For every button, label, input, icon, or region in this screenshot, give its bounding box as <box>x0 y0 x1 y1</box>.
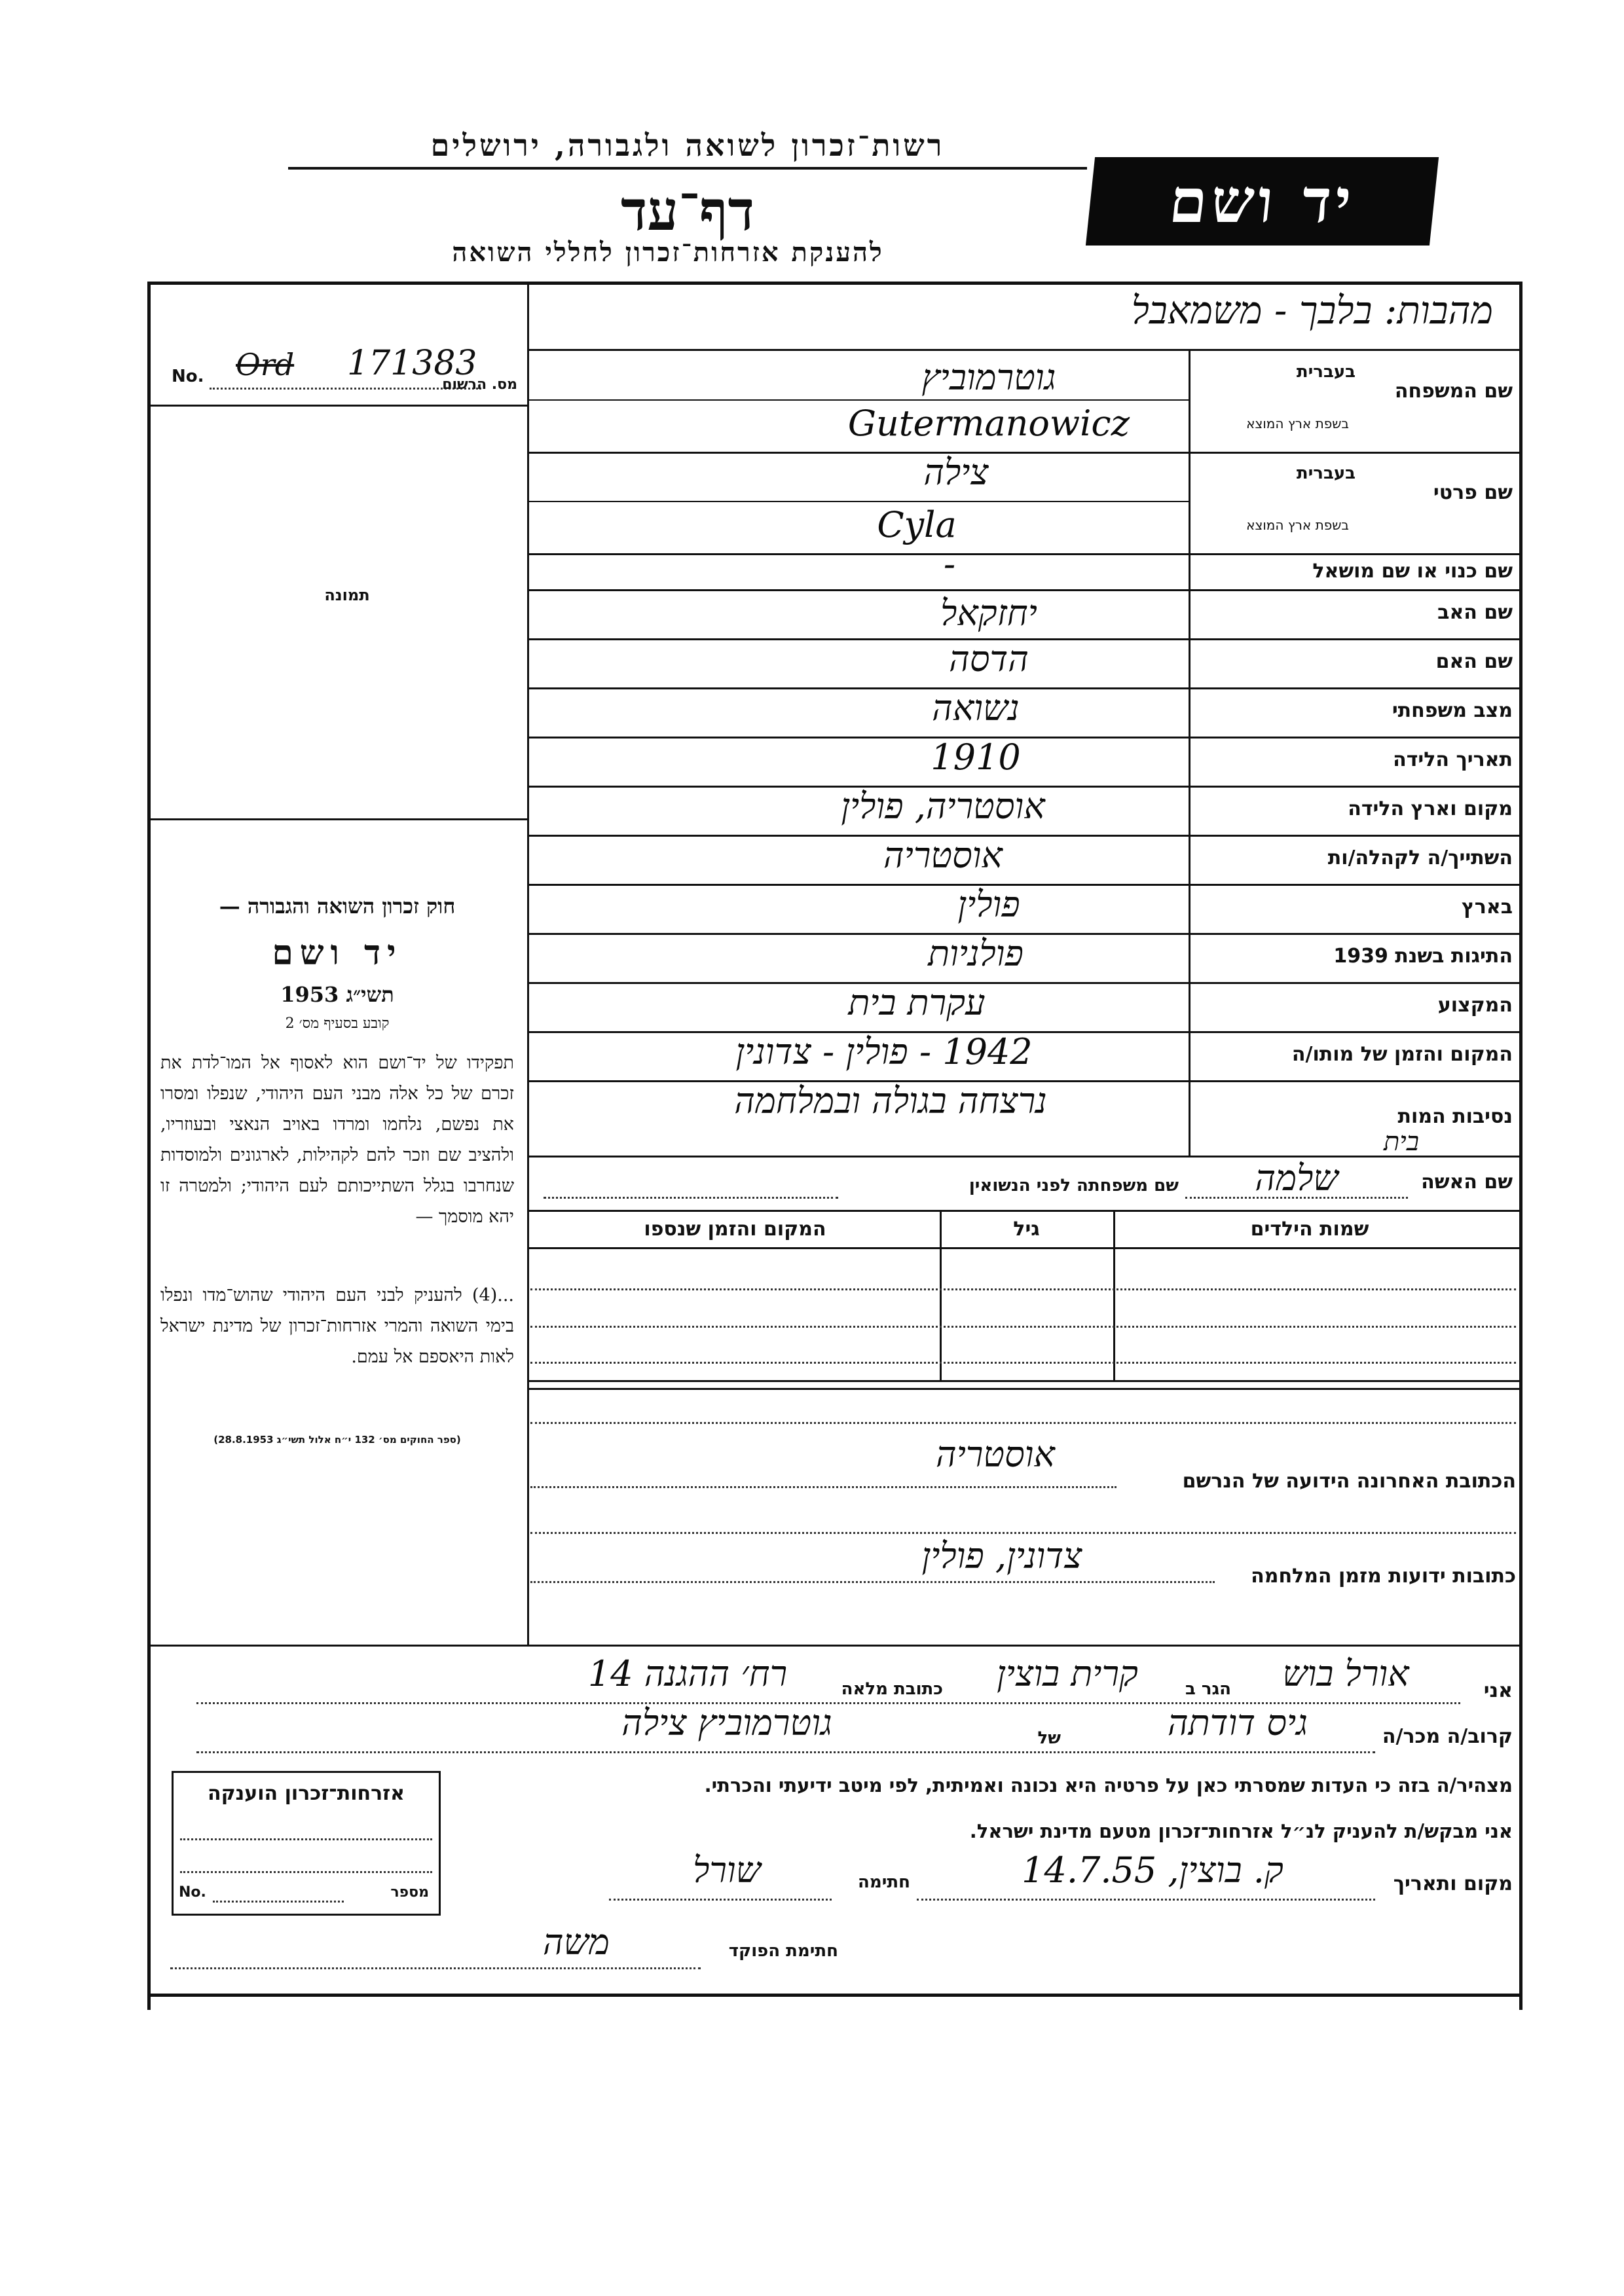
value-mother: הדסה <box>949 638 1029 680</box>
field-label: שם פרטי <box>1433 481 1513 504</box>
wife-note: בית <box>1383 1127 1420 1157</box>
extra-dotted-line <box>530 1422 1516 1424</box>
wife-name: שלמה <box>1255 1157 1338 1199</box>
relative-value: גיס דודתה <box>1168 1702 1308 1743</box>
citizenship-number-line <box>213 1901 344 1903</box>
top-note-divider <box>527 349 1521 351</box>
registry-heb-label: מס. הרשום <box>442 376 517 393</box>
law-reference: (ספר החוקים מס׳ 132 י״ח אלול תשי״ג 28.8.1953) <box>213 1434 461 1446</box>
children-header-age: גיל <box>1013 1218 1040 1241</box>
declaration-address-label: כתובת מלאה <box>841 1679 943 1699</box>
clerk-dotted-line <box>170 1967 701 1969</box>
children-bottom-divider <box>527 1380 1521 1382</box>
last-address-dotted-line <box>530 1486 1116 1488</box>
last-address-value: אוסטריה <box>936 1434 1055 1475</box>
registry-no-label: No. <box>172 367 204 386</box>
citizenship-number-label: מספר <box>390 1884 429 1901</box>
frame-top <box>147 282 1522 285</box>
law-text-1: תפקידו של יד־ושם הוא לאסוף אל המו־לדת את זכרם של כל אלה מבני העם היהודי, שנפלו ומסרו את נפשם, נלחמו ומרדו באויב הנאצי ובעוזריו, ולהציב שם וזכר להם לקהילות, לארגונים ולמוסדות שנחרבו בגלל השתייכותם לעם היהודי; ולמטרה זו יהא מוסמך — <box>160 1053 514 1227</box>
field-divider <box>527 589 1521 591</box>
signature-dotted-line <box>609 1899 832 1901</box>
declaration-request: אני מבקש/ת להעניק לנ״ל אזרחות־זכרון מטעם מדינת ישראל. <box>969 1820 1513 1842</box>
field-label: נסיבות המות <box>1397 1104 1513 1128</box>
signature-label: חתימה <box>858 1872 910 1892</box>
war-address-dotted-line <box>530 1581 1215 1583</box>
law-year: תשי״ג 1953 <box>280 982 394 1007</box>
value-birth-date: 1910 <box>931 737 1021 778</box>
maiden-dotted-line <box>544 1197 838 1199</box>
frame-bottom <box>147 1994 1522 1997</box>
law-title: חוק זכרון השואה והגבורה — <box>219 894 456 919</box>
children-bottom-divider-2 <box>527 1388 1521 1390</box>
address-bottom-divider <box>149 1645 1521 1647</box>
wife-label: שם האשה <box>1421 1171 1513 1194</box>
registry-number: 171383 <box>347 344 477 383</box>
declaration-line-2 <box>196 1751 1375 1753</box>
place-date-dotted-line <box>917 1899 1375 1901</box>
declaration-statement: מצהיר/ה בזה כי העדות שמסרתי כאן על פרטיה היא נכונה ואמיתית, לפי מיטב ידיעתי והכרתי. <box>704 1774 1513 1796</box>
table-row <box>530 1326 1516 1328</box>
value-nickname: - <box>943 543 956 585</box>
clerk-signature-label: חתימת הפוקד <box>728 1941 838 1961</box>
clerk-signature-value: משה <box>543 1922 610 1963</box>
logo-text: יד ושם <box>1166 166 1359 236</box>
value-profession: עקרת בית <box>848 982 986 1023</box>
value-circumstances: נרצחה בגולה ובמלחמה <box>734 1080 1047 1121</box>
value-marital: נשואה <box>932 687 1020 729</box>
declaration-ani-name: אורל בוש <box>1282 1653 1409 1694</box>
field-divider <box>527 553 1521 555</box>
field-sublabel-origin: בשפת ארץ המוצא <box>1246 416 1349 431</box>
frame-left <box>147 282 151 2010</box>
declaration-resides-label: הגר ב <box>1185 1679 1231 1699</box>
field-label: בארץ <box>1461 895 1513 919</box>
field-label: תאריך הלידה <box>1393 748 1513 771</box>
children-header-names: שמות הילדים <box>1250 1218 1369 1241</box>
citizenship-line-2 <box>180 1871 432 1873</box>
left-column-divider <box>527 282 529 1647</box>
law-text-2: ...(4) להעניק לבני העם היהודי שהוש־מדו ונפלו בימי השואה והמרי אזרחות־זכרון של מדינת ישראל לאות היאספם אל עמם. <box>160 1285 514 1367</box>
value-surname-heb: גוטרמוביץ <box>921 357 1056 398</box>
relative-label: קרוב/ה מכר/ה <box>1382 1725 1513 1748</box>
children-header-place: המקום והזמן שנספו <box>644 1218 826 1241</box>
field-sublabel-hebrew: בעברית <box>1296 464 1356 483</box>
value-first-heb: צילה <box>923 452 989 493</box>
law-clause: קובע בסעיף מס׳ 2 <box>285 1015 390 1032</box>
yad-vashem-logo <box>1086 157 1439 246</box>
value-country: פולין <box>957 884 1020 925</box>
war-address-value: צדונין, פולין <box>921 1535 1082 1576</box>
value-community: אוסטריה <box>883 835 1003 876</box>
field-label: השתייך/ה לקהלה/ות <box>1327 846 1513 869</box>
field-label: המקצוע <box>1437 993 1513 1017</box>
last-address-label: הכתובת האחרונה הידועה של הנרשם <box>1182 1470 1516 1493</box>
place-date-label: מקום ותאריך <box>1393 1872 1513 1895</box>
of-value: גוטרמוביץ צילה <box>621 1702 832 1743</box>
declaration-resides-value: קרית בוצין <box>997 1653 1138 1694</box>
registry-number-struck: Ord <box>236 347 295 382</box>
field-label: שם האם <box>1435 649 1513 673</box>
value-surname-orig: Gutermanowicz <box>847 403 1130 444</box>
value-father: יחזקאל <box>940 592 1037 634</box>
field-label: מקום וארץ הלידה <box>1348 797 1513 820</box>
signature-value: שורל <box>693 1850 761 1891</box>
top-note: מהבות: בלבך - משמאבל <box>1131 288 1493 333</box>
war-address-label: כתובות ידועות מזמן המלחמה <box>1251 1565 1516 1588</box>
declaration-address-value: רח׳ ההגנה 14 <box>587 1653 788 1694</box>
field-label: שם המשפחה <box>1394 380 1513 403</box>
value-residence-1939: פולניות <box>928 933 1024 974</box>
field-label: מצב משפחתי <box>1392 699 1513 722</box>
frame-right <box>1519 282 1522 2010</box>
field-label: שם האב <box>1437 600 1513 624</box>
maiden-label: שם משפחתה לפני הנשואין <box>969 1176 1179 1195</box>
photo-label: תמונה <box>324 586 370 604</box>
wife-divider-bottom <box>527 1210 1521 1212</box>
field-label: התיגות בשנת 1939 <box>1333 944 1513 968</box>
field-sublabel-hebrew: בעברית <box>1296 362 1356 382</box>
children-header-divider <box>527 1247 1521 1249</box>
field-sublabel-origin: בשפת ארץ המוצא <box>1246 517 1349 533</box>
of-label: של <box>1037 1728 1061 1748</box>
value-first-orig: Cyla <box>877 504 957 545</box>
field-subdivider <box>529 399 1189 401</box>
form-title: דף־עד <box>620 178 754 243</box>
law-name: יד ושם <box>272 933 403 973</box>
authority-title: רשות־זכרון לשואה ולגבורה, ירושלים <box>288 128 1087 170</box>
citizenship-box <box>172 1771 441 1916</box>
field-label: המקום והזמן של מותו/ה <box>1291 1042 1513 1066</box>
field-label: שם כנוי או שם מושאל <box>1312 560 1513 583</box>
registry-divider <box>149 405 528 407</box>
form-subtitle: להענקת אזרחות־זכרון לחללי השואה <box>452 237 884 268</box>
address-spare-dotted-line <box>530 1532 1516 1534</box>
label-column-divider <box>1189 350 1190 1156</box>
place-date-value: ק. בוצין, 14.7.55 <box>1022 1850 1283 1891</box>
declaration-ani: אני <box>1483 1679 1513 1702</box>
citizenship-no-label: No. <box>179 1884 206 1901</box>
value-birth-place: אוסטריה, פולין <box>841 786 1045 827</box>
citizenship-box-title: אזרחות־זכרון הוענקה <box>207 1782 405 1805</box>
citizenship-line-1 <box>180 1838 432 1840</box>
field-subdivider <box>529 501 1189 502</box>
value-death: 1942 - פולין - צדונין <box>735 1031 1033 1072</box>
photo-divider <box>149 818 528 820</box>
table-row <box>530 1362 1516 1364</box>
table-row <box>530 1288 1516 1290</box>
